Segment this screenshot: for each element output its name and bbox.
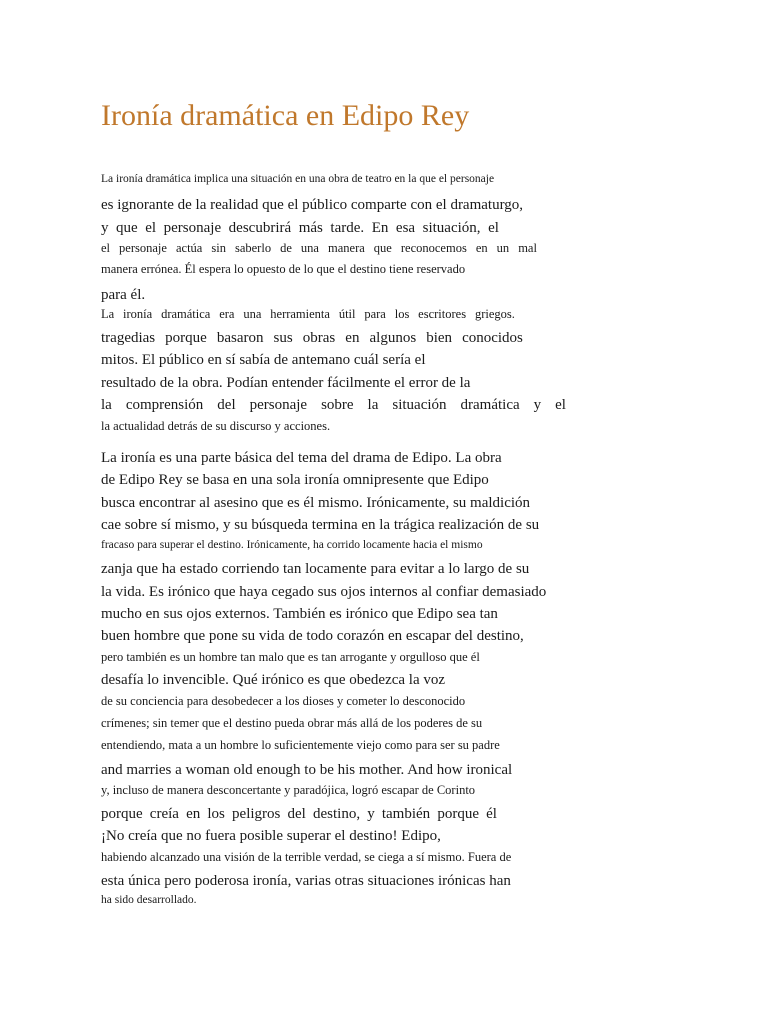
body-line: cae sobre sí mismo, y su búsqueda termina en la trágica realización de su	[101, 517, 540, 533]
body-line: el personaje actúa sin saberlo de una manera que reconocemos en un mal	[101, 241, 537, 255]
body-line: La ironía dramática implica una situación en una obra de teatro en la que el personaje	[101, 173, 495, 185]
body-line: es ignorante de la realidad que el público comparte con el dramaturgo,	[101, 197, 524, 213]
body-line: la vida. Es irónico que haya cegado sus ojos internos al confiar demasiado	[101, 584, 547, 600]
document-title: Ironía dramática en Edipo Rey	[101, 99, 470, 132]
body-line: porque creía en los peligros del destino, y también porque él	[101, 806, 497, 822]
body-line: habiendo alcanzado una visión de la terrible verdad, se ciega a sí mismo. Fuera de	[101, 850, 512, 864]
body-line: y que el personaje descubrirá más tarde. En esa situación, el	[101, 220, 499, 236]
body-line: y, incluso de manera desconcertante y paradójica, logró escapar de Corinto	[101, 783, 476, 797]
body-line: crímenes; sin temer que el destino pueda obrar más allá de los poderes de su	[101, 716, 483, 730]
body-line: de Edipo Rey se basa en una sola ironía omnipresente que Edipo	[101, 472, 489, 488]
body-line: de su conciencia para desobedecer a los dioses y cometer lo desconocido	[101, 694, 466, 708]
body-line: and marries a woman old enough to be his mother. And how ironical	[101, 762, 513, 778]
body-line: buen hombre que pone su vida de todo corazón en escapar del destino,	[101, 628, 524, 644]
body-line: tragedias porque basaron sus obras en algunos bien conocidos	[101, 330, 523, 346]
body-line: ¡No creía que no fuera posible superar el destino! Edipo,	[101, 828, 441, 844]
body-line: ha sido desarrollado.	[101, 894, 197, 906]
body-line: pero también es un hombre tan malo que es tan arrogante y orgulloso que él	[101, 650, 480, 664]
body-line: manera errónea. Él espera lo opuesto de lo que el destino tiene reservado	[101, 262, 466, 276]
body-line: La ironía es una parte básica del tema del drama de Edipo. La obra	[101, 450, 502, 466]
body-line: La ironía dramática era una herramienta útil para los escritores griegos.	[101, 307, 515, 321]
body-line: resultado de la obra. Podían entender fácilmente el error de la	[101, 375, 471, 391]
body-line: zanja que ha estado corriendo tan locamente para evitar a lo largo de su	[101, 561, 530, 577]
body-line: mitos. El público en sí sabía de antemano cuál sería el	[101, 352, 426, 368]
body-line: mucho en sus ojos externos. También es irónico que Edipo sea tan	[101, 606, 498, 622]
body-line: la comprensión del personaje sobre la situación dramática y el	[101, 397, 566, 413]
body-line: la actualidad detrás de su discurso y acciones.	[101, 419, 331, 433]
body-line: entendiendo, mata a un hombre lo suficientemente viejo como para ser su padre	[101, 738, 500, 752]
body-line: busca encontrar al asesino que es él mismo. Irónicamente, su maldición	[101, 495, 531, 511]
body-line: para él.	[101, 287, 146, 303]
body-line: esta única pero poderosa ironía, varias otras situaciones irónicas han	[101, 873, 511, 889]
body-line: fracaso para superar el destino. Irónicamente, ha corrido locamente hacia el mismo	[101, 539, 483, 551]
body-line: desafía lo invencible. Qué irónico es que obedezca la voz	[101, 672, 446, 688]
